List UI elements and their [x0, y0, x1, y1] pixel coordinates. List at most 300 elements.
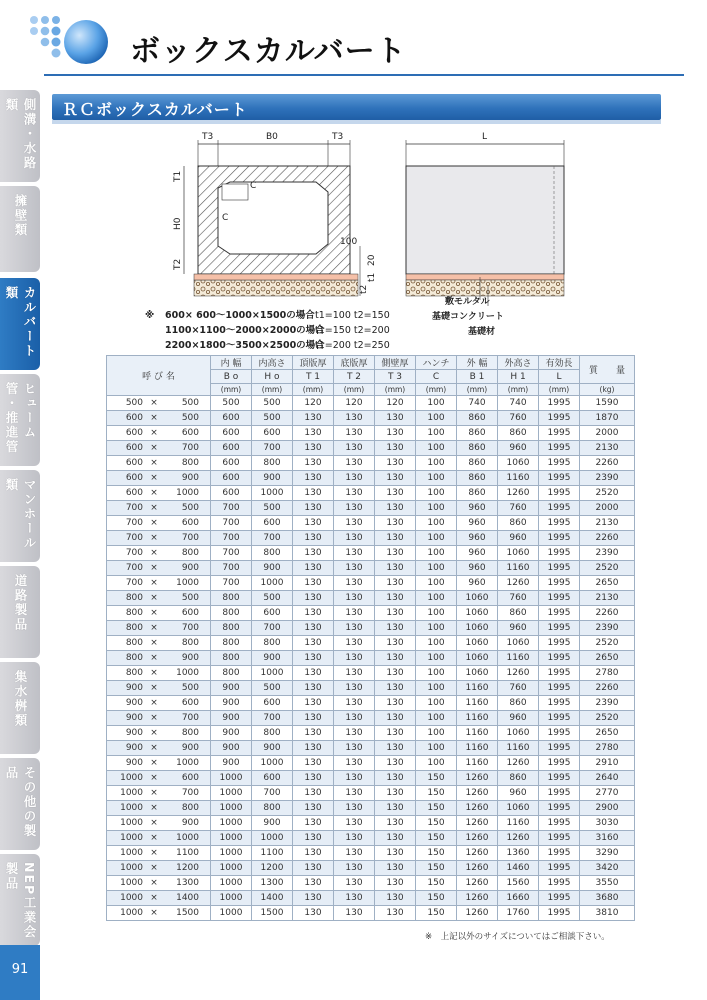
table-cell: 1995 — [539, 741, 580, 756]
table-cell: 1995 — [539, 636, 580, 651]
row-name-part: 1000 — [120, 788, 143, 798]
table-cell: 130 — [375, 801, 416, 816]
table-cell: 100 — [416, 711, 457, 726]
table-row — [107, 591, 635, 606]
row-name-part: × — [150, 413, 158, 423]
header-symbol: T 2 — [334, 370, 375, 384]
table-cell: 960 — [457, 501, 498, 516]
table-cell: 500 — [252, 411, 293, 426]
table-cell: 1995 — [539, 471, 580, 486]
row-name-part: × — [150, 653, 158, 663]
culvert-drawing — [150, 126, 580, 306]
row-name-part: 1000 — [176, 758, 199, 768]
table-cell: 600 — [211, 456, 252, 471]
row-name — [107, 591, 211, 606]
row-name-part: 800 — [181, 458, 199, 468]
table-cell: 1060 — [457, 606, 498, 621]
sidebar-tab-label: ヒューム管・推進管 — [4, 382, 37, 455]
table-cell: 2000 — [580, 501, 635, 516]
table-cell: 130 — [293, 696, 334, 711]
table-cell: 130 — [334, 456, 375, 471]
table-cell: 130 — [375, 756, 416, 771]
row-name-part: 500 — [181, 503, 199, 513]
table-cell: 1160 — [498, 471, 539, 486]
table-cell: 130 — [334, 561, 375, 576]
row-name-part: 600 — [181, 608, 199, 618]
row-name-part: × — [150, 728, 158, 738]
table-cell: 100 — [416, 516, 457, 531]
table-row — [107, 876, 635, 891]
table-cell: 130 — [375, 621, 416, 636]
table-cell: 900 — [211, 696, 252, 711]
row-name — [107, 666, 211, 681]
table-cell: 960 — [457, 546, 498, 561]
table-cell: 1060 — [498, 636, 539, 651]
dim-c-top: C — [250, 181, 257, 191]
table-cell: 600 — [211, 486, 252, 501]
table-cell: 130 — [375, 531, 416, 546]
table-cell: 800 — [211, 651, 252, 666]
table-cell: 130 — [334, 831, 375, 846]
table-cell: 1160 — [498, 741, 539, 756]
table-cell: 130 — [375, 486, 416, 501]
table-cell: 100 — [416, 741, 457, 756]
table-cell: 1260 — [498, 666, 539, 681]
table-cell: 800 — [252, 546, 293, 561]
header-label: 外 幅 — [457, 356, 498, 370]
table-cell: 1995 — [539, 726, 580, 741]
header-label: 底版厚 — [334, 356, 375, 370]
table-cell: 1160 — [457, 711, 498, 726]
row-name-part: 1000 — [120, 773, 143, 783]
table-cell: 900 — [252, 471, 293, 486]
table-cell: 860 — [498, 426, 539, 441]
table-row — [107, 651, 635, 666]
table-cell: 500 — [252, 396, 293, 411]
row-name-part: × — [150, 848, 158, 858]
header-symbol: H 1 — [498, 370, 539, 384]
table-cell: 130 — [334, 696, 375, 711]
table-cell: 1160 — [457, 741, 498, 756]
table-cell: 900 — [252, 741, 293, 756]
table-cell: 130 — [375, 411, 416, 426]
table-cell: 130 — [293, 456, 334, 471]
table-cell: 100 — [416, 426, 457, 441]
table-cell: 130 — [334, 531, 375, 546]
table-cell: 100 — [416, 456, 457, 471]
table-cell: 130 — [334, 636, 375, 651]
header-symbol: L — [539, 370, 580, 384]
table-row — [107, 801, 635, 816]
row-name-part: 1200 — [176, 863, 199, 873]
table-cell: 3810 — [580, 906, 635, 921]
table-cell: 130 — [293, 471, 334, 486]
table-cell: 1260 — [498, 831, 539, 846]
table-cell: 1995 — [539, 906, 580, 921]
row-name-part: 500 — [181, 683, 199, 693]
row-name-part: × — [150, 863, 158, 873]
row-name-part: × — [150, 548, 158, 558]
table-cell: 1400 — [252, 891, 293, 906]
table-cell: 700 — [211, 561, 252, 576]
table-cell: 700 — [211, 516, 252, 531]
table-cell: 100 — [416, 651, 457, 666]
table-cell: 960 — [498, 531, 539, 546]
table-cell: 150 — [416, 846, 457, 861]
table-cell: 130 — [293, 876, 334, 891]
table-cell: 100 — [416, 411, 457, 426]
table-cell: 960 — [498, 786, 539, 801]
row-name-part: × — [150, 608, 158, 618]
table-cell: 1995 — [539, 846, 580, 861]
row-name-part: 600 — [181, 773, 199, 783]
spec-table — [106, 355, 635, 921]
row-name — [107, 681, 211, 696]
table-cell: 130 — [334, 471, 375, 486]
sidebar-tab-label: カルバート類 — [4, 286, 37, 359]
table-cell: 130 — [334, 666, 375, 681]
table-cell: 100 — [416, 471, 457, 486]
table-cell: 900 — [252, 561, 293, 576]
table-cell: 1000 — [211, 816, 252, 831]
row-name-part: 800 — [125, 653, 143, 663]
table-cell: 800 — [252, 726, 293, 741]
table-cell: 700 — [211, 501, 252, 516]
row-name-part: 500 — [181, 398, 199, 408]
table-cell: 1995 — [539, 861, 580, 876]
dim-t3-right: T3 — [332, 132, 344, 142]
table-cell: 1000 — [252, 831, 293, 846]
row-name-part: × — [150, 458, 158, 468]
row-name-part: × — [150, 443, 158, 453]
row-name-part: × — [150, 518, 158, 528]
label-foundation-concrete: 基礎コンクリート — [432, 312, 504, 322]
table-cell: 100 — [416, 606, 457, 621]
row-name — [107, 531, 211, 546]
table-cell: 130 — [293, 906, 334, 921]
table-row — [107, 456, 635, 471]
table-row — [107, 726, 635, 741]
table-cell: 130 — [375, 771, 416, 786]
table-cell: 130 — [293, 531, 334, 546]
table-cell: 1995 — [539, 696, 580, 711]
table-cell: 1200 — [252, 861, 293, 876]
table-cell: 1995 — [539, 501, 580, 516]
dim-t2: T2 — [173, 258, 183, 270]
table-row — [107, 546, 635, 561]
table-cell: 900 — [211, 756, 252, 771]
row-name — [107, 486, 211, 501]
sidebar-tab-hume-pipes[interactable] — [0, 374, 40, 466]
row-name — [107, 546, 211, 561]
table-cell: 1260 — [457, 816, 498, 831]
row-name-part: 500 — [181, 593, 199, 603]
table-cell: 1995 — [539, 531, 580, 546]
row-name-part: × — [150, 563, 158, 573]
row-name-part: 500 — [181, 413, 199, 423]
spec-table-body — [107, 396, 635, 921]
table-cell: 130 — [375, 516, 416, 531]
table-cell: 1995 — [539, 576, 580, 591]
header-label: 内高さ — [252, 356, 293, 370]
sidebar-tab-road-products[interactable] — [0, 566, 40, 658]
row-name-part: × — [150, 878, 158, 888]
note-sizes: 600× 600～1000×1500の場合 — [165, 310, 315, 321]
dim-c-left: C — [222, 213, 229, 223]
section-banner — [52, 94, 661, 120]
table-cell: 2390 — [580, 546, 635, 561]
row-name-part: 700 — [181, 623, 199, 633]
table-cell: 1160 — [457, 696, 498, 711]
row-name-part: 600 — [181, 428, 199, 438]
row-name-part: 700 — [181, 443, 199, 453]
header-unit: (mm) — [498, 384, 539, 396]
table-cell: 960 — [457, 561, 498, 576]
table-cell: 1060 — [457, 591, 498, 606]
note-row — [145, 323, 390, 338]
table-cell: 3290 — [580, 846, 635, 861]
table-cell: 130 — [293, 756, 334, 771]
table-cell: 130 — [334, 771, 375, 786]
row-name — [107, 471, 211, 486]
table-row — [107, 711, 635, 726]
table-cell: 130 — [293, 681, 334, 696]
sidebar-tab-label: NEP工業会製品 — [4, 862, 37, 940]
row-name — [107, 741, 211, 756]
row-name-part: 600 — [125, 428, 143, 438]
table-cell: 500 — [252, 591, 293, 606]
table-cell: 3550 — [580, 876, 635, 891]
table-cell: 1995 — [539, 651, 580, 666]
table-cell: 1995 — [539, 786, 580, 801]
table-cell: 600 — [252, 771, 293, 786]
table-cell: 960 — [457, 576, 498, 591]
table-row — [107, 846, 635, 861]
table-cell: 100 — [416, 441, 457, 456]
table-cell: 1995 — [539, 426, 580, 441]
table-cell: 100 — [416, 546, 457, 561]
table-cell: 860 — [457, 426, 498, 441]
row-name-part: × — [150, 578, 158, 588]
table-cell: 120 — [334, 396, 375, 411]
table-cell: 800 — [211, 591, 252, 606]
table-cell: 1260 — [498, 576, 539, 591]
table-cell: 130 — [334, 411, 375, 426]
dim-t2-base: t2 — [359, 284, 369, 294]
table-row — [107, 531, 635, 546]
table-cell: 150 — [416, 771, 457, 786]
sidebar-tab-other-products[interactable] — [0, 758, 40, 850]
table-cell: 100 — [416, 531, 457, 546]
table-cell: 130 — [293, 621, 334, 636]
row-name-part: × — [150, 668, 158, 678]
row-name-part: 900 — [125, 713, 143, 723]
table-cell: 3680 — [580, 891, 635, 906]
table-cell: 130 — [293, 891, 334, 906]
table-cell: 700 — [252, 621, 293, 636]
row-name-part: 500 — [125, 398, 143, 408]
table-cell: 900 — [211, 681, 252, 696]
table-cell: 130 — [375, 456, 416, 471]
table-cell: 130 — [293, 651, 334, 666]
row-name-part: 600 — [125, 473, 143, 483]
table-cell: 700 — [252, 786, 293, 801]
row-name — [107, 786, 211, 801]
sidebar-tab-gutters[interactable] — [0, 90, 40, 182]
header-symbol: T 3 — [375, 370, 416, 384]
header-unit: (mm) — [416, 384, 457, 396]
table-cell: 1060 — [498, 546, 539, 561]
header-symbol: T 1 — [293, 370, 334, 384]
table-cell: 130 — [375, 426, 416, 441]
row-name — [107, 891, 211, 906]
table-cell: 2260 — [580, 531, 635, 546]
table-cell: 860 — [498, 771, 539, 786]
table-cell: 700 — [252, 711, 293, 726]
table-cell: 1060 — [498, 726, 539, 741]
label-mortar: 敷モルタル — [445, 297, 490, 307]
brand-logo — [28, 12, 108, 68]
row-name-part: 600 — [125, 413, 143, 423]
sidebar-tab-label: 集水桝類 — [13, 670, 28, 728]
header-unit: (mm) — [211, 384, 252, 396]
table-cell: 1000 — [211, 801, 252, 816]
table-cell: 1995 — [539, 456, 580, 471]
table-cell: 860 — [498, 516, 539, 531]
table-cell: 130 — [293, 771, 334, 786]
row-name-part: 700 — [125, 563, 143, 573]
table-cell: 130 — [334, 711, 375, 726]
table-cell: 1995 — [539, 666, 580, 681]
table-cell: 1260 — [457, 906, 498, 921]
table-cell: 800 — [211, 621, 252, 636]
table-row — [107, 831, 635, 846]
table-row — [107, 771, 635, 786]
table-cell: 100 — [416, 621, 457, 636]
table-cell: 1995 — [539, 441, 580, 456]
row-name-part: 1000 — [120, 908, 143, 918]
table-cell: 1995 — [539, 831, 580, 846]
table-cell: 2520 — [580, 486, 635, 501]
table-cell: 1660 — [498, 891, 539, 906]
table-cell: 700 — [211, 546, 252, 561]
row-name-part: 900 — [125, 758, 143, 768]
table-row — [107, 516, 635, 531]
table-cell: 2650 — [580, 576, 635, 591]
table-row — [107, 786, 635, 801]
table-cell: 100 — [416, 696, 457, 711]
row-name-part: 900 — [181, 653, 199, 663]
table-cell: 130 — [334, 591, 375, 606]
table-cell: 860 — [457, 471, 498, 486]
row-name-part: × — [150, 623, 158, 633]
row-name-part: × — [150, 773, 158, 783]
table-cell: 150 — [416, 816, 457, 831]
note-thickness: t1=100 t2=150 — [315, 310, 390, 321]
table-cell: 1060 — [498, 456, 539, 471]
table-cell: 130 — [293, 411, 334, 426]
table-cell: 600 — [211, 471, 252, 486]
table-cell: 130 — [334, 621, 375, 636]
note-sizes: 1100×1100～2000×2000の場合 — [165, 325, 325, 336]
table-cell: 130 — [293, 666, 334, 681]
table-cell: 1160 — [457, 756, 498, 771]
table-cell: 1000 — [211, 846, 252, 861]
table-cell: 150 — [416, 801, 457, 816]
table-cell: 100 — [416, 666, 457, 681]
row-name-part: 600 — [181, 698, 199, 708]
table-cell: 800 — [211, 606, 252, 621]
row-name-part: 1000 — [176, 668, 199, 678]
row-name-part: 1000 — [176, 488, 199, 498]
sidebar-tab-catch-basins[interactable] — [0, 662, 40, 754]
table-cell: 1260 — [457, 831, 498, 846]
dim-h0: H0 — [173, 217, 183, 230]
table-cell: 130 — [375, 666, 416, 681]
row-name-part: 700 — [125, 533, 143, 543]
sidebar-tab-label: 擁壁類 — [13, 194, 28, 238]
table-cell: 1260 — [457, 786, 498, 801]
table-row — [107, 486, 635, 501]
table-cell: 760 — [498, 591, 539, 606]
header-unit: (mm) — [293, 384, 334, 396]
table-cell: 130 — [375, 831, 416, 846]
row-name-part: 1000 — [120, 848, 143, 858]
note-mark — [145, 323, 165, 338]
table-cell: 700 — [211, 531, 252, 546]
row-name-part: × — [150, 743, 158, 753]
table-cell: 2780 — [580, 666, 635, 681]
header-unit: (mm) — [252, 384, 293, 396]
table-cell: 130 — [334, 441, 375, 456]
table-cell: 130 — [334, 606, 375, 621]
table-cell: 130 — [293, 501, 334, 516]
table-row — [107, 891, 635, 906]
sidebar-tab-culverts[interactable] — [0, 278, 40, 370]
table-cell: 130 — [293, 801, 334, 816]
row-name — [107, 621, 211, 636]
table-cell: 100 — [416, 756, 457, 771]
table-cell: 2390 — [580, 471, 635, 486]
sidebar-tab-manholes[interactable] — [0, 470, 40, 562]
row-name-part: 1000 — [120, 863, 143, 873]
table-cell: 1260 — [498, 756, 539, 771]
header-name: 呼 び 名 — [107, 356, 211, 396]
sidebar-tab-nep-products[interactable] — [0, 854, 40, 946]
row-name-part: × — [150, 788, 158, 798]
sidebar-tab-retaining-walls[interactable] — [0, 186, 40, 272]
table-cell: 130 — [334, 486, 375, 501]
table-cell: 130 — [375, 711, 416, 726]
header-label: ハンチ — [416, 356, 457, 370]
row-name-part: × — [150, 698, 158, 708]
table-row — [107, 741, 635, 756]
table-cell: 130 — [293, 816, 334, 831]
table-cell: 130 — [334, 741, 375, 756]
row-name — [107, 411, 211, 426]
table-cell: 2390 — [580, 621, 635, 636]
table-cell: 1500 — [252, 906, 293, 921]
table-cell: 1995 — [539, 411, 580, 426]
row-name — [107, 711, 211, 726]
table-cell: 130 — [375, 561, 416, 576]
side-view — [406, 132, 564, 306]
table-cell: 1260 — [457, 876, 498, 891]
table-cell: 130 — [293, 786, 334, 801]
table-cell: 130 — [375, 891, 416, 906]
table-row — [107, 696, 635, 711]
sidebar-tab-label: 道路製品 — [13, 574, 28, 632]
